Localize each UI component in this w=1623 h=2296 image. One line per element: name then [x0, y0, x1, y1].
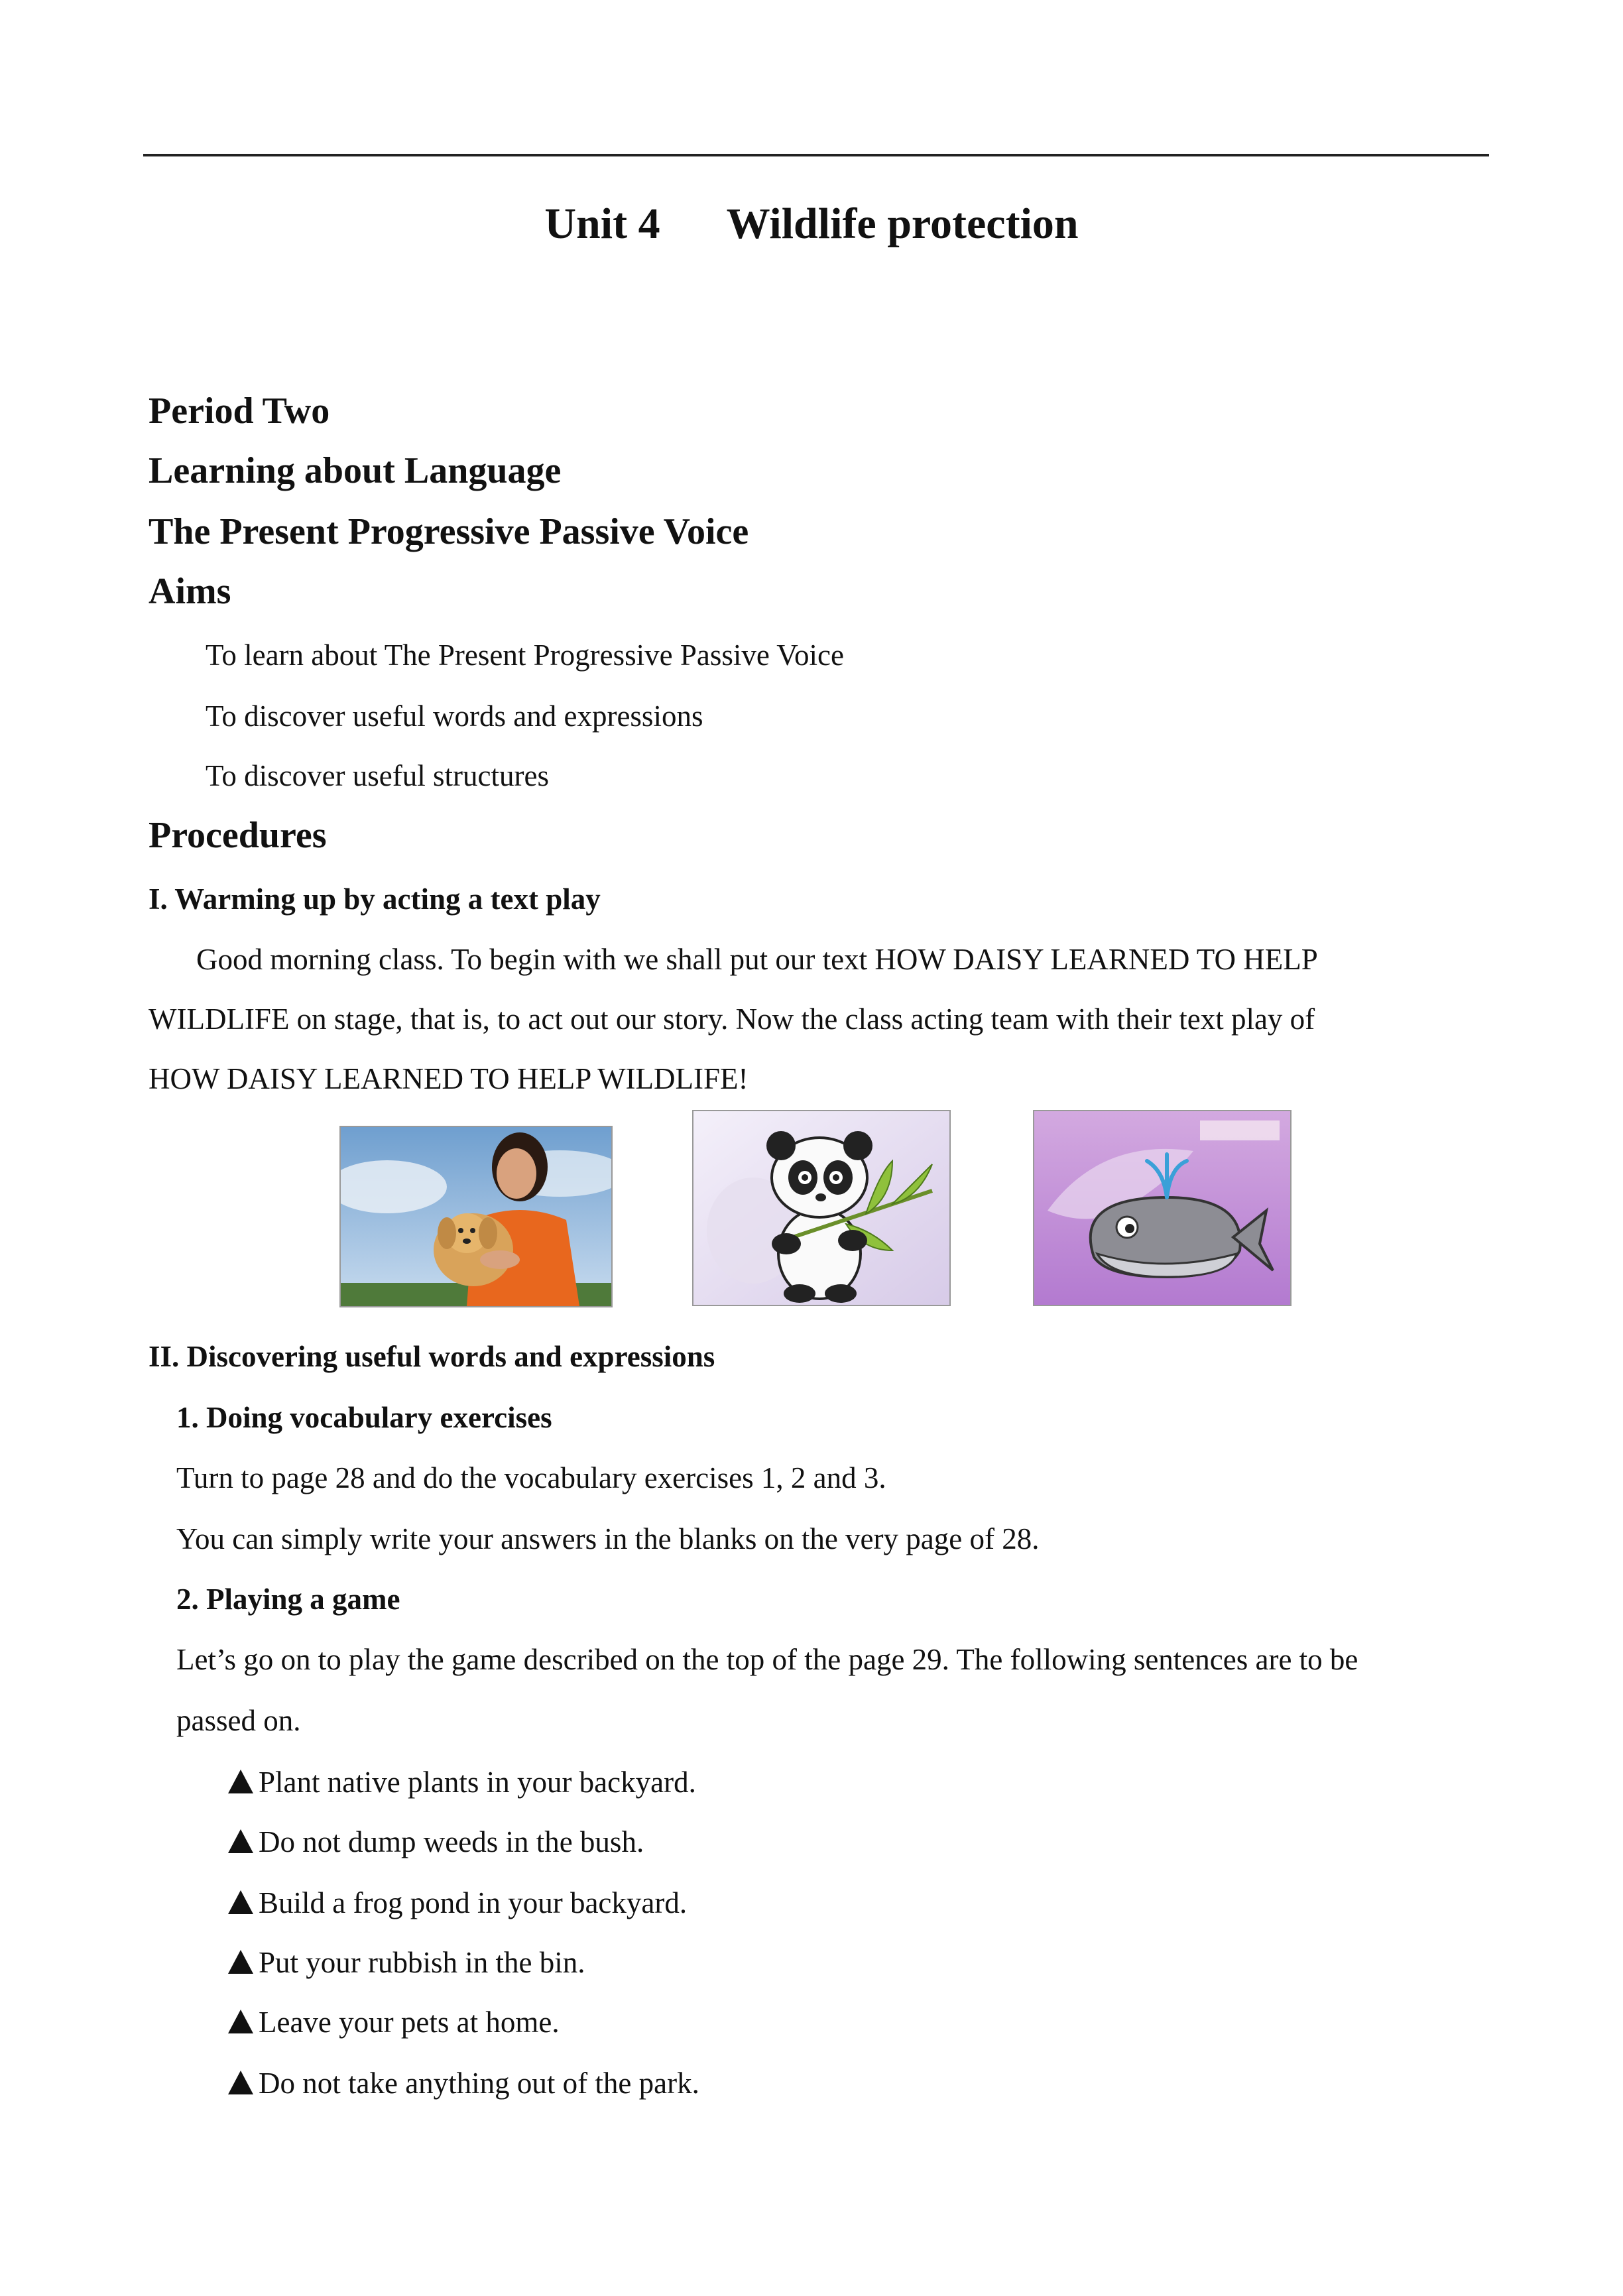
whale-cartoon — [1033, 1110, 1292, 1306]
aim-item: To learn about The Present Progressive Passive Voice — [206, 638, 844, 672]
section1-line: HOW DAISY LEARNED TO HELP WILDLIFE! — [149, 1062, 749, 1095]
section1-line: WILDLIFE on stage, that is, to act out our story. Now the class acting team with their text play of — [149, 1002, 1315, 1036]
header-rule — [143, 154, 1489, 156]
sub2-line: Let’s go on to play the game described on the top of the page 29. The following sentences are to be — [176, 1643, 1358, 1676]
list-item-text: Build a frog pond in your backyard. — [259, 1886, 688, 1919]
list-item — [228, 1765, 696, 1799]
list-item — [228, 2066, 699, 2100]
title-topic: Wildlife protection — [726, 200, 1079, 248]
sub1-heading: 1. Doing vocabulary exercises — [176, 1401, 552, 1434]
section1-line: Good morning class. To begin with we shall put our text HOW DAISY LEARNED TO HELP — [196, 943, 1318, 976]
procedures-heading: Procedures — [149, 815, 327, 856]
page-title — [0, 199, 1623, 249]
list-item-text: Leave your pets at home. — [259, 2006, 560, 2039]
period-heading: Period Two — [149, 391, 330, 432]
list-item-text: Put your rubbish in the bin. — [259, 1946, 585, 1979]
aim-item: To discover useful structures — [206, 759, 549, 792]
grammar-heading: The Present Progressive Passive Voice — [149, 511, 749, 552]
list-item — [228, 1945, 585, 1980]
triangle-bullet-icon — [228, 2071, 253, 2094]
list-item — [228, 1825, 644, 1859]
sub1-line: You can simply write your answers in the blanks on the very page of 28. — [176, 1522, 1040, 1555]
list-item — [228, 1886, 687, 1920]
sub1-line: Turn to page 28 and do the vocabulary exercises 1, 2 and 3. — [176, 1461, 886, 1494]
triangle-bullet-icon — [228, 1890, 253, 1914]
sub2-heading: 2. Playing a game — [176, 1583, 400, 1616]
learning-heading: Learning about Language — [149, 450, 562, 491]
section1-heading: I. Warming up by acting a text play — [149, 882, 601, 916]
aim-item: To discover useful words and expressions — [206, 699, 703, 733]
list-item-text: Do not dump weeds in the bush. — [259, 1825, 644, 1858]
aims-heading: Aims — [149, 571, 231, 612]
girl-with-puppy-photo — [339, 1126, 613, 1307]
list-item — [228, 2005, 560, 2039]
triangle-bullet-icon — [228, 2010, 253, 2033]
section2-heading: II. Discovering useful words and expressions — [149, 1340, 715, 1373]
sub2-line: passed on. — [176, 1704, 301, 1737]
triangle-bullet-icon — [228, 1950, 253, 1974]
title-unit: Unit 4 — [544, 200, 660, 248]
triangle-bullet-icon — [228, 1829, 253, 1853]
list-item-text: Do not take anything out of the park. — [259, 2067, 699, 2100]
list-item-text: Plant native plants in your backyard. — [259, 1766, 696, 1799]
panda-cartoon — [692, 1110, 951, 1306]
triangle-bullet-icon — [228, 1770, 253, 1793]
